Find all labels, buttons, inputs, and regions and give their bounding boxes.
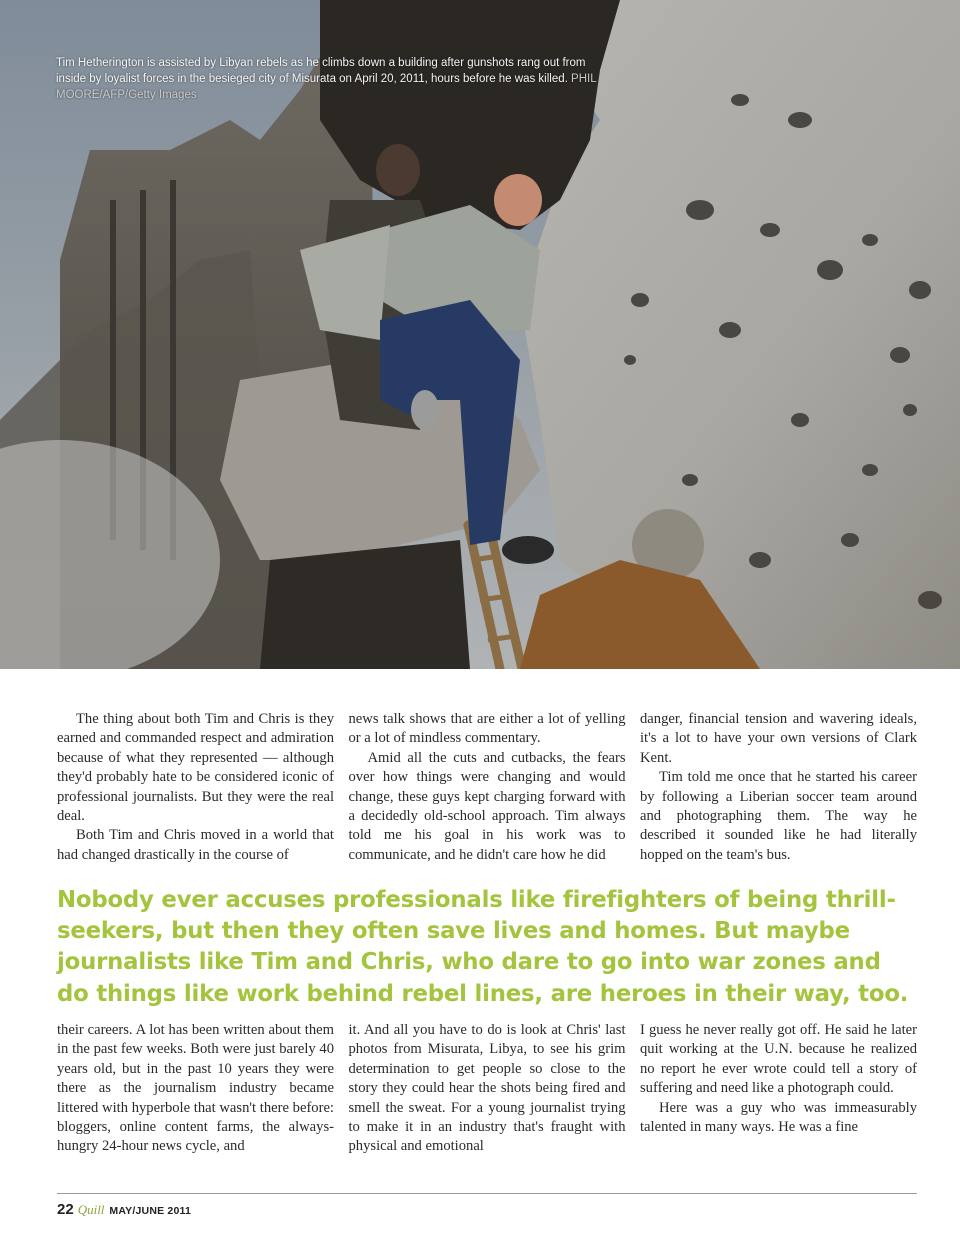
article-columns-top bbox=[57, 710, 917, 865]
paragraph: Amid all the cuts and cutbacks, the fears over how things were changing and would change, these guys kept charging forward with a decidedly old-school approach. Tim always told me his goal in his work was to communicate, and he didn't care how he did bbox=[348, 749, 626, 863]
photo-caption bbox=[56, 55, 616, 103]
paragraph: news talk shows that are either a lot of yelling or a lot of mindless commentary. bbox=[348, 711, 626, 747]
paragraph: it. And all you have to do is look at Chris' last photos from Misurata, Libya, to see his grim determination to get people so close to the story they could hear the shots being fired and smell the sweat. For a young journalist trying to make it in an industry that's fraught with physical and emotional bbox=[348, 1022, 626, 1155]
issue-date: MAY/JUNE 2011 bbox=[109, 1205, 192, 1217]
column-1-top bbox=[57, 710, 334, 865]
page-footer bbox=[57, 1201, 191, 1223]
page-number: 22 bbox=[57, 1201, 74, 1218]
column-3-top bbox=[640, 710, 917, 865]
footer-rule bbox=[57, 1193, 917, 1194]
paragraph: The thing about both Tim and Chris is they earned and commanded respect and admiration because of what they represented — although they'd probably hate to be considered iconic of professional journalists. But they were the real deal. bbox=[57, 711, 334, 825]
paragraph: danger, financial tension and wavering ideals, it's a lot to have your own versions of Clark Kent. bbox=[640, 711, 917, 766]
paragraph: their careers. A lot has been written about them in the past few weeks. Both were just barely 40 years old, but in the past 10 years they were there as the journalism industry became littered with hyperbole that wasn't there before: bloggers, online content farms, the always-hungry 24-hour news cycle, and bbox=[57, 1022, 334, 1155]
pull-quote: Nobody ever accuses professionals like firefighters of being thrill-seekers, but then they often save lives and homes. But maybe journalists like Tim and Chris, who dare to go into war zones and do things like work behind rebel lines, are heroes in their way, too. bbox=[57, 887, 909, 1007]
paragraph: I guess he never really got off. He said he later quit working at the U.N. because he realized no report he ever wrote could tell a story of suffering and need like a photograph could. bbox=[640, 1022, 917, 1097]
column-3-bottom bbox=[640, 1021, 917, 1157]
column-2-bottom bbox=[349, 1021, 626, 1157]
article-columns-bottom bbox=[57, 1021, 917, 1157]
magazine-logo: Quill bbox=[77, 1202, 105, 1217]
column-2-top bbox=[349, 710, 626, 865]
paragraph: Tim told me once that he started his career by following a Liberian soccer team around and photographing them. The way he described it sounded like he had literally hopped on the team's bus. bbox=[640, 769, 917, 863]
caption-text: Tim Hetherington is assisted by Libyan rebels as he climbs down a building after gunshots rang out from inside by loyalist forces in the besieged city of Misurata on April 20, 2011, hours before he was killed. bbox=[56, 57, 586, 85]
column-1-bottom bbox=[57, 1021, 334, 1157]
paragraph: Both Tim and Chris moved in a world that had changed drastically in the course of bbox=[57, 827, 334, 863]
paragraph: Here was a guy who was immeasurably talented in many ways. He was a fine bbox=[640, 1099, 917, 1136]
photo-credit: PHIL MOORE/AFP/Getty Images bbox=[56, 73, 597, 101]
